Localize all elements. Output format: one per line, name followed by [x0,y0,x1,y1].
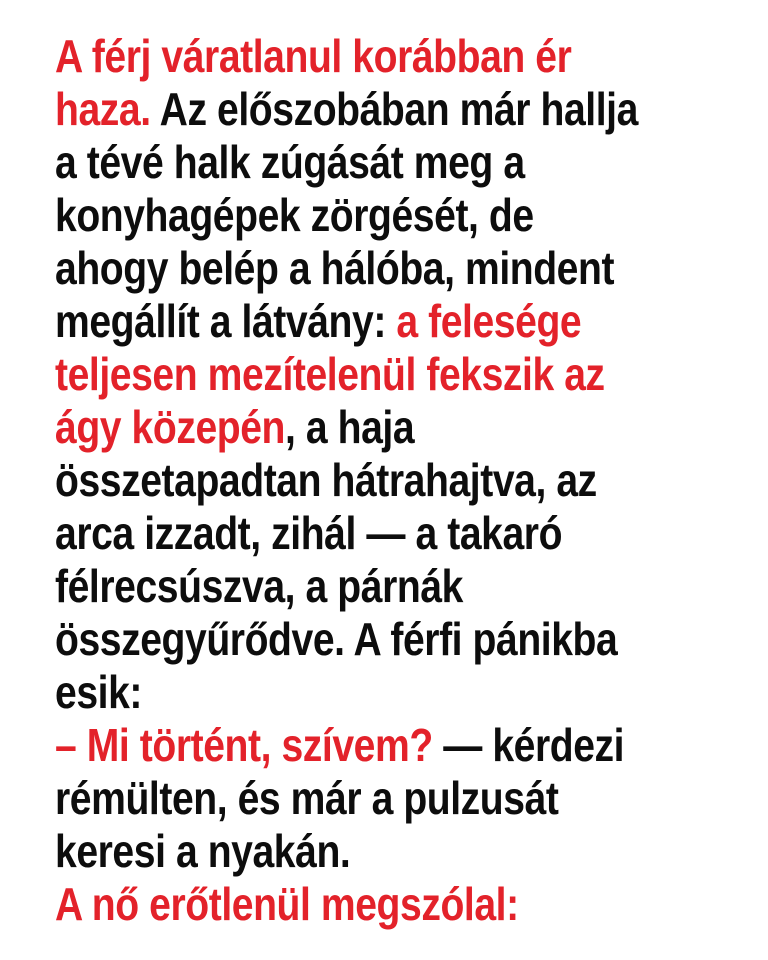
text-segment: konyhagépek zörgését, de [55,189,534,241]
text-segment: összetapadtan hátrahajtva, az [55,454,597,506]
text-segment: a tévé halk zúgását meg a [55,136,525,188]
text-line [55,295,661,348]
text-segment: haza. [55,83,151,135]
text-segment: ahogy belép a hálóba, mindent [55,242,615,294]
text-segment: a felesége [385,295,582,347]
text-segment: rémülten, és már a pulzusát [55,772,559,824]
text-segment: A nő erőtlenül megszólal: [55,878,519,930]
text-line [55,189,661,242]
text-line [55,348,661,401]
text-segment: – Mi történt, szívem? [55,719,433,771]
text-line [55,613,661,666]
text-line [55,666,661,719]
text-line [55,507,661,560]
text-segment: teljesen mezítelenül fekszik az [55,348,605,400]
text-segment: keresi a nyakán. [55,825,351,877]
text-line [55,772,661,825]
text-line [55,242,661,295]
text-line [55,878,661,931]
text-segment: A férj váratlanul korábban ér [55,30,572,82]
text-line [55,136,661,189]
story-text [55,30,768,931]
text-line [55,825,661,878]
text-line [55,719,661,772]
text-segment: — kérdezi [432,719,625,771]
text-segment: félrecsúszva, a párnák [55,560,463,612]
text-segment: Az előszobában már hallja [150,83,638,135]
text-segment: összegyűrődve. A férfi pánikba [55,613,618,665]
text-line [55,454,661,507]
text-segment: megállít a látvány: [55,295,386,347]
text-line [55,560,661,613]
text-segment: arca izzadt, zihál — a takaró [55,507,563,559]
text-line [55,30,661,83]
text-segment: esik: [55,666,143,718]
text-segment: ágy közepén [55,401,286,453]
text-line [55,401,661,454]
text-line [55,83,661,136]
text-segment: , a haja [285,401,415,453]
